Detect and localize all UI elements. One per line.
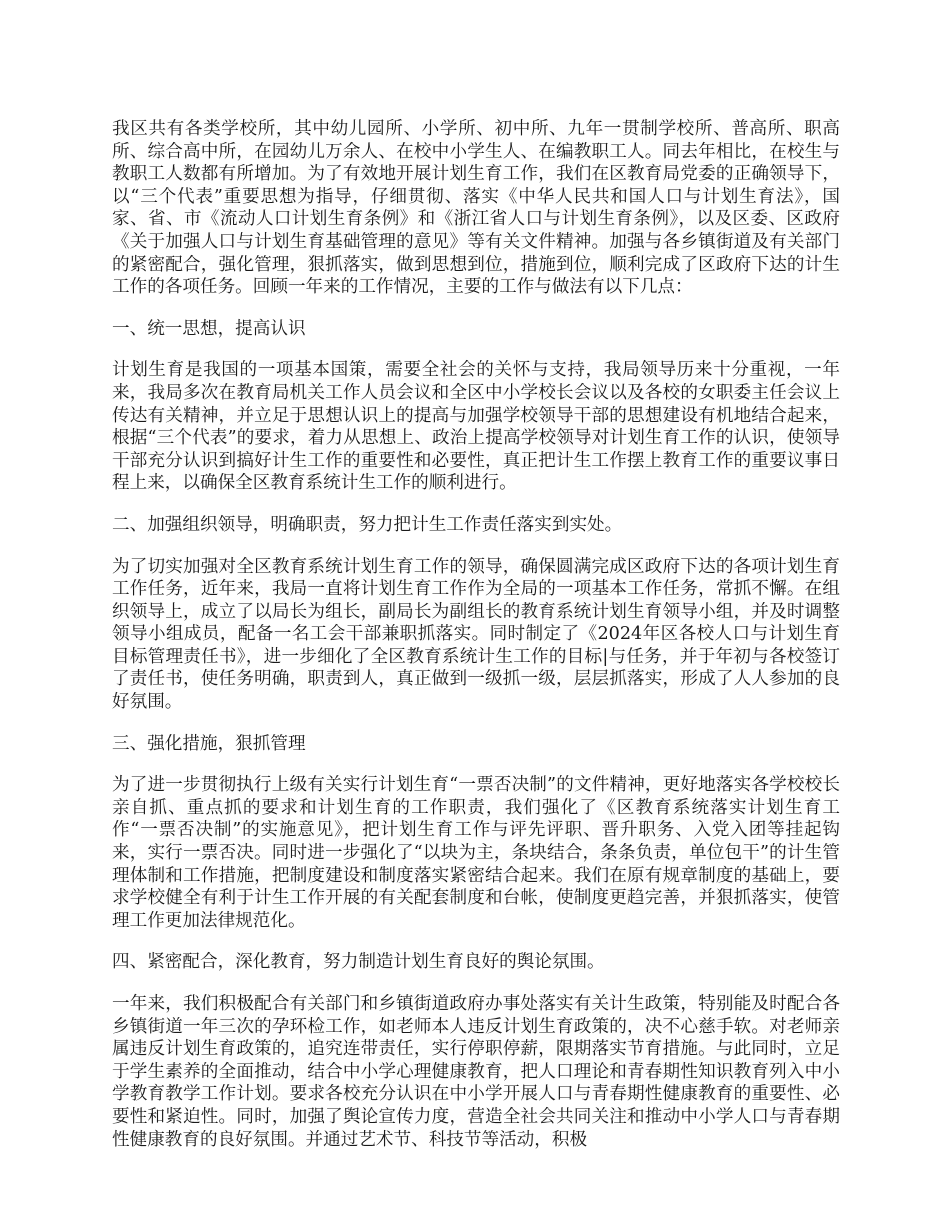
section-2-paragraph: 为了切实加强对全区教育系统计划生育工作的领导，确保圆满完成区政府下达的各项计划生育工作任务，近年来，我局一直将计划生育工作作为全局的一项基本工作任务，常抓不懈。在组织领导上，成立了以局长为组长，副局长为副组长的教育系统计划生育领导小组，并及时调整领导小组成员，配备一名工会干部兼职抓落实。同时制定了《2024年区各校人口与计划生育目标管理责任书》，进一步细化了全区教育系统计生工作的目标|与任务，并于年初与各校签订了责任书，使任务明确，职责到人，真正做到一级抓一级，层层抓落实，形成了人人参加的良好氛围。 — [112, 556, 840, 713]
section-heading-1: 一、统一思想，提高认识 — [112, 318, 306, 339]
section-heading-3: 三、强化措施，狠抓管理 — [112, 733, 306, 754]
section-heading-4: 四、紧密配合，深化教育，努力制造计划生育良好的舆论氛围。 — [112, 952, 605, 973]
section-4-paragraph: 一年来，我们积极配合有关部门和乡镇街道政府办事处落实有关计生政策，特别能及时配合各乡镇街道一年三次的孕环检工作，如老师本人违反计划生育政策的，决不心慈手软。对老师亲属违反计划生育政策的，追究连带责任，实行停职停薪，限期落实节育措施。与此同时，立足于学生素养的全面推动，结合中小学心理健康教育，把人口理论和青春期性知识教育列入中小学教育教学工作计划。要求各校充分认识在中小学开展人口与青春期性健康教育的重要性、必要性和紧迫性。同时，加强了舆论宣传力度，营造全社会共同关注和推动中小学人口与青春期性健康教育的良好氛围。并通过艺术节、科技节等活动，积极 — [112, 994, 840, 1150]
intro-paragraph: 我区共有各类学校所，其中幼儿园所、小学所、初中所、九年一贯制学校所、普高所、职高所、综合高中所，在园幼儿万余人、在校中小学生人、在编教职工人。同去年相比，在校生与教职工人数都有所增加。为了有效地开展计划生育工作，我们在区教育局党委的正确领导下，以“三个代表”重要思想为指导，仔细贯彻、落实《中华人民共和国人口与计划生育法》，国家、省、市《流动人口计划生育条例》和《浙江省人口与计划生育条例》，以及区委、区政府《关于加强人口与计划生育基础管理的意见》等有关文件精神。加强与各乡镇街道及有关部门的紧密配合，强化管理，狠抓落实，做到思想到位，措施到位，顺利完成了区政府下达的计生工作的各项任务。回顾一年来的工作情况，主要的工作与做法有以下几点： — [112, 119, 840, 298]
document-body — [112, 118, 840, 1170]
section-heading-2: 二、加强组织领导，明确职责，努力把计生工作责任落实到实处。 — [112, 514, 623, 535]
section-1-paragraph: 计划生育是我国的一项基本国策，需要全社会的关怀与支持，我局领导历来十分重视，一年来，我局多次在教育局机关工作人员会议和全区中小学校长会议以及各校的女职委主任会议上传达有关精神，并立足于思想认识上的提高与加强学校领导干部的思想建设有机地结合起来，根据“三个代表”的要求，着力从思想上、政治上提高学校领导对计划生育工作的认识，使领导干部充分认识到搞好计生工作的重要性和必要性，真正把计生工作摆上教育工作的重要议事日程上来，以确保全区教育系统计生工作的顺利进行。 — [112, 360, 840, 494]
section-3-paragraph: 为了进一步贯彻执行上级有关实行计划生育“一票否决制”的文件精神，更好地落实各学校校长亲自抓、重点抓的要求和计划生育的工作职责，我们强化了《区教育系统落实计划生育工作“一票否决制”的实施意见》，把计划生育工作与评先评职、晋升职务、入党入团等挂起钩来，实行一票否决。同时进一步强化了“以块为主，条块结合，条条负责，单位包干”的计生管理体制和工作措施，把制度建设和制度落实紧密结合起来。我们在原有规章制度的基础上，要求学校健全有利于计生工作开展的有关配套制度和台帐，使制度更趋完善，并狠抓落实，使管理工作更加法律规范化。 — [112, 775, 840, 931]
